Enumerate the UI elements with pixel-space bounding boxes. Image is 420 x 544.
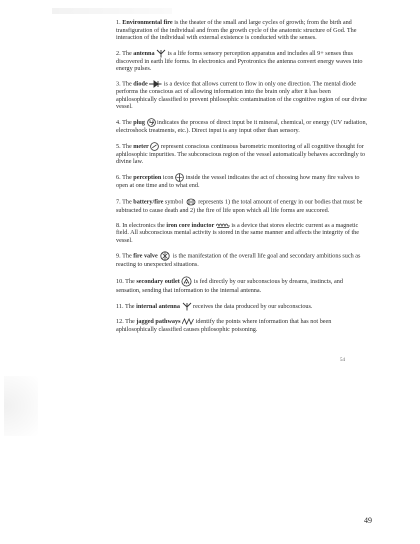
item-number: 5. The (116, 142, 132, 150)
item-number: 1. (116, 19, 121, 26)
item-number: 4. The (116, 118, 132, 126)
item-term: diode (133, 80, 148, 88)
item-number: 10. The (116, 278, 135, 286)
list-item-perception (116, 173, 368, 190)
item-number: 2. The (116, 49, 132, 57)
item-text: is the manifestation of the overall life goal and secondary ambitions such as reacting to unexpected situations. (116, 252, 361, 269)
antenna-icon (182, 302, 192, 311)
list-item-plug (116, 118, 368, 135)
list-item-internal-antenna (116, 302, 368, 311)
item-text: indicates the process of direct input be it mineral, chemical, or energy (UV radiation, electroshock treatments, etc.). Direct input is any input other than sensory. (116, 118, 368, 134)
list-item-antenna (116, 49, 368, 73)
item-number: 9. The (116, 252, 132, 260)
item-term: meter (133, 142, 149, 150)
item-number: 7. The (116, 198, 132, 206)
battery-fire-icon (185, 197, 197, 207)
item-text: represents 1) the total amount of energy in our bodies that must be subtracted to cause death and 2) the fire of life upon which all life forms are succored. (116, 198, 363, 214)
item-term: iron core inductor (166, 221, 215, 229)
item-term: perception (133, 173, 162, 181)
secondary-outlet-icon (181, 276, 192, 287)
item-term: internal antenna (136, 302, 180, 310)
item-term: secondary outlet (136, 278, 180, 286)
list-item-jagged-pathways (116, 318, 368, 333)
inner-page-number: 54 (340, 358, 345, 363)
fire-valve-icon (159, 251, 171, 261)
inductor-icon (216, 222, 230, 228)
item-number: 11. The (116, 302, 135, 310)
item-term-suffix: icon (161, 173, 174, 181)
item-text: receives the data produced by our subconscious. (191, 302, 313, 310)
item-text: inside the vessel indicates the act of choosing how many fire valves to open at one time and to what end. (116, 173, 360, 189)
item-term: jagged pathways (136, 318, 181, 326)
item-number: 3. The (116, 80, 132, 88)
item-text: is the theater of the small and large cycles of growth; from the birth and transfiguration of the individual and from the growth cycle of the anatomic structure of God. The interaction of the individual with external existence is conducted with the senses. (116, 19, 357, 41)
perception-icon (175, 173, 184, 182)
item-term: fire valve (133, 252, 158, 260)
item-term: plug (133, 118, 145, 126)
scan-shadow-left (4, 376, 38, 436)
item-text: is a device that allows current to flow in only one direction. The mental diode performs the conscious act of allowing information into the brain only after it has been aphilosophically classified to prevent philosophic contamination of the cognitive region of our divine vessel. (116, 80, 367, 111)
item-text: is a life forms sensory perception apparatus and includes all 9+ senses thus discovered in earth life forms. In electronics and Pyrotronics the antenna convert energy waves into energy pulses. (116, 49, 363, 73)
plug-icon (147, 118, 156, 127)
list-item-battery-fire (116, 197, 368, 215)
list-item-iron-core-inductor (116, 222, 368, 245)
diode-icon (149, 80, 162, 88)
item-term: Environmental fire (122, 19, 173, 26)
scan-shadow-top (52, 8, 172, 14)
list-item-diode (116, 80, 368, 111)
item-number: 8. In electronics the (116, 221, 165, 229)
item-text: identify the points where information that has not been aphilosophically classified causes philosophic poisoning. (116, 318, 332, 333)
item-number: 12. The (116, 318, 135, 326)
jagged-pathways-icon (182, 318, 194, 325)
list-item-fire-valve (116, 251, 368, 269)
list-item-meter (116, 142, 368, 166)
item-term: antenna (133, 49, 155, 57)
list-item-environmental-fire (116, 19, 368, 42)
antenna-icon (156, 49, 166, 58)
list-item-secondary-outlet (116, 276, 368, 295)
item-number: 6. The (116, 173, 132, 181)
meter-icon (150, 142, 159, 151)
item-term: battery/fire (133, 198, 164, 206)
item-term-suffix: symbol (163, 198, 184, 206)
item-text: is fed directly by our subconscious by dreams, instincts, and sensation, sending that information to the internal antenna. (116, 278, 343, 295)
item-text: is a device that stores electric current as a magnetic field. All subconscious mental activity is stored in the same manner and affects the integrity of the vessel. (116, 221, 360, 244)
page-number: 49 (364, 516, 372, 525)
item-text: represent conscious continuous barometric monitoring of all cognitive thought for aphilosophic impurities. The subconscious region of the vessel automatically behaves accordingly to divine law. (116, 142, 366, 166)
document-body (116, 19, 368, 341)
